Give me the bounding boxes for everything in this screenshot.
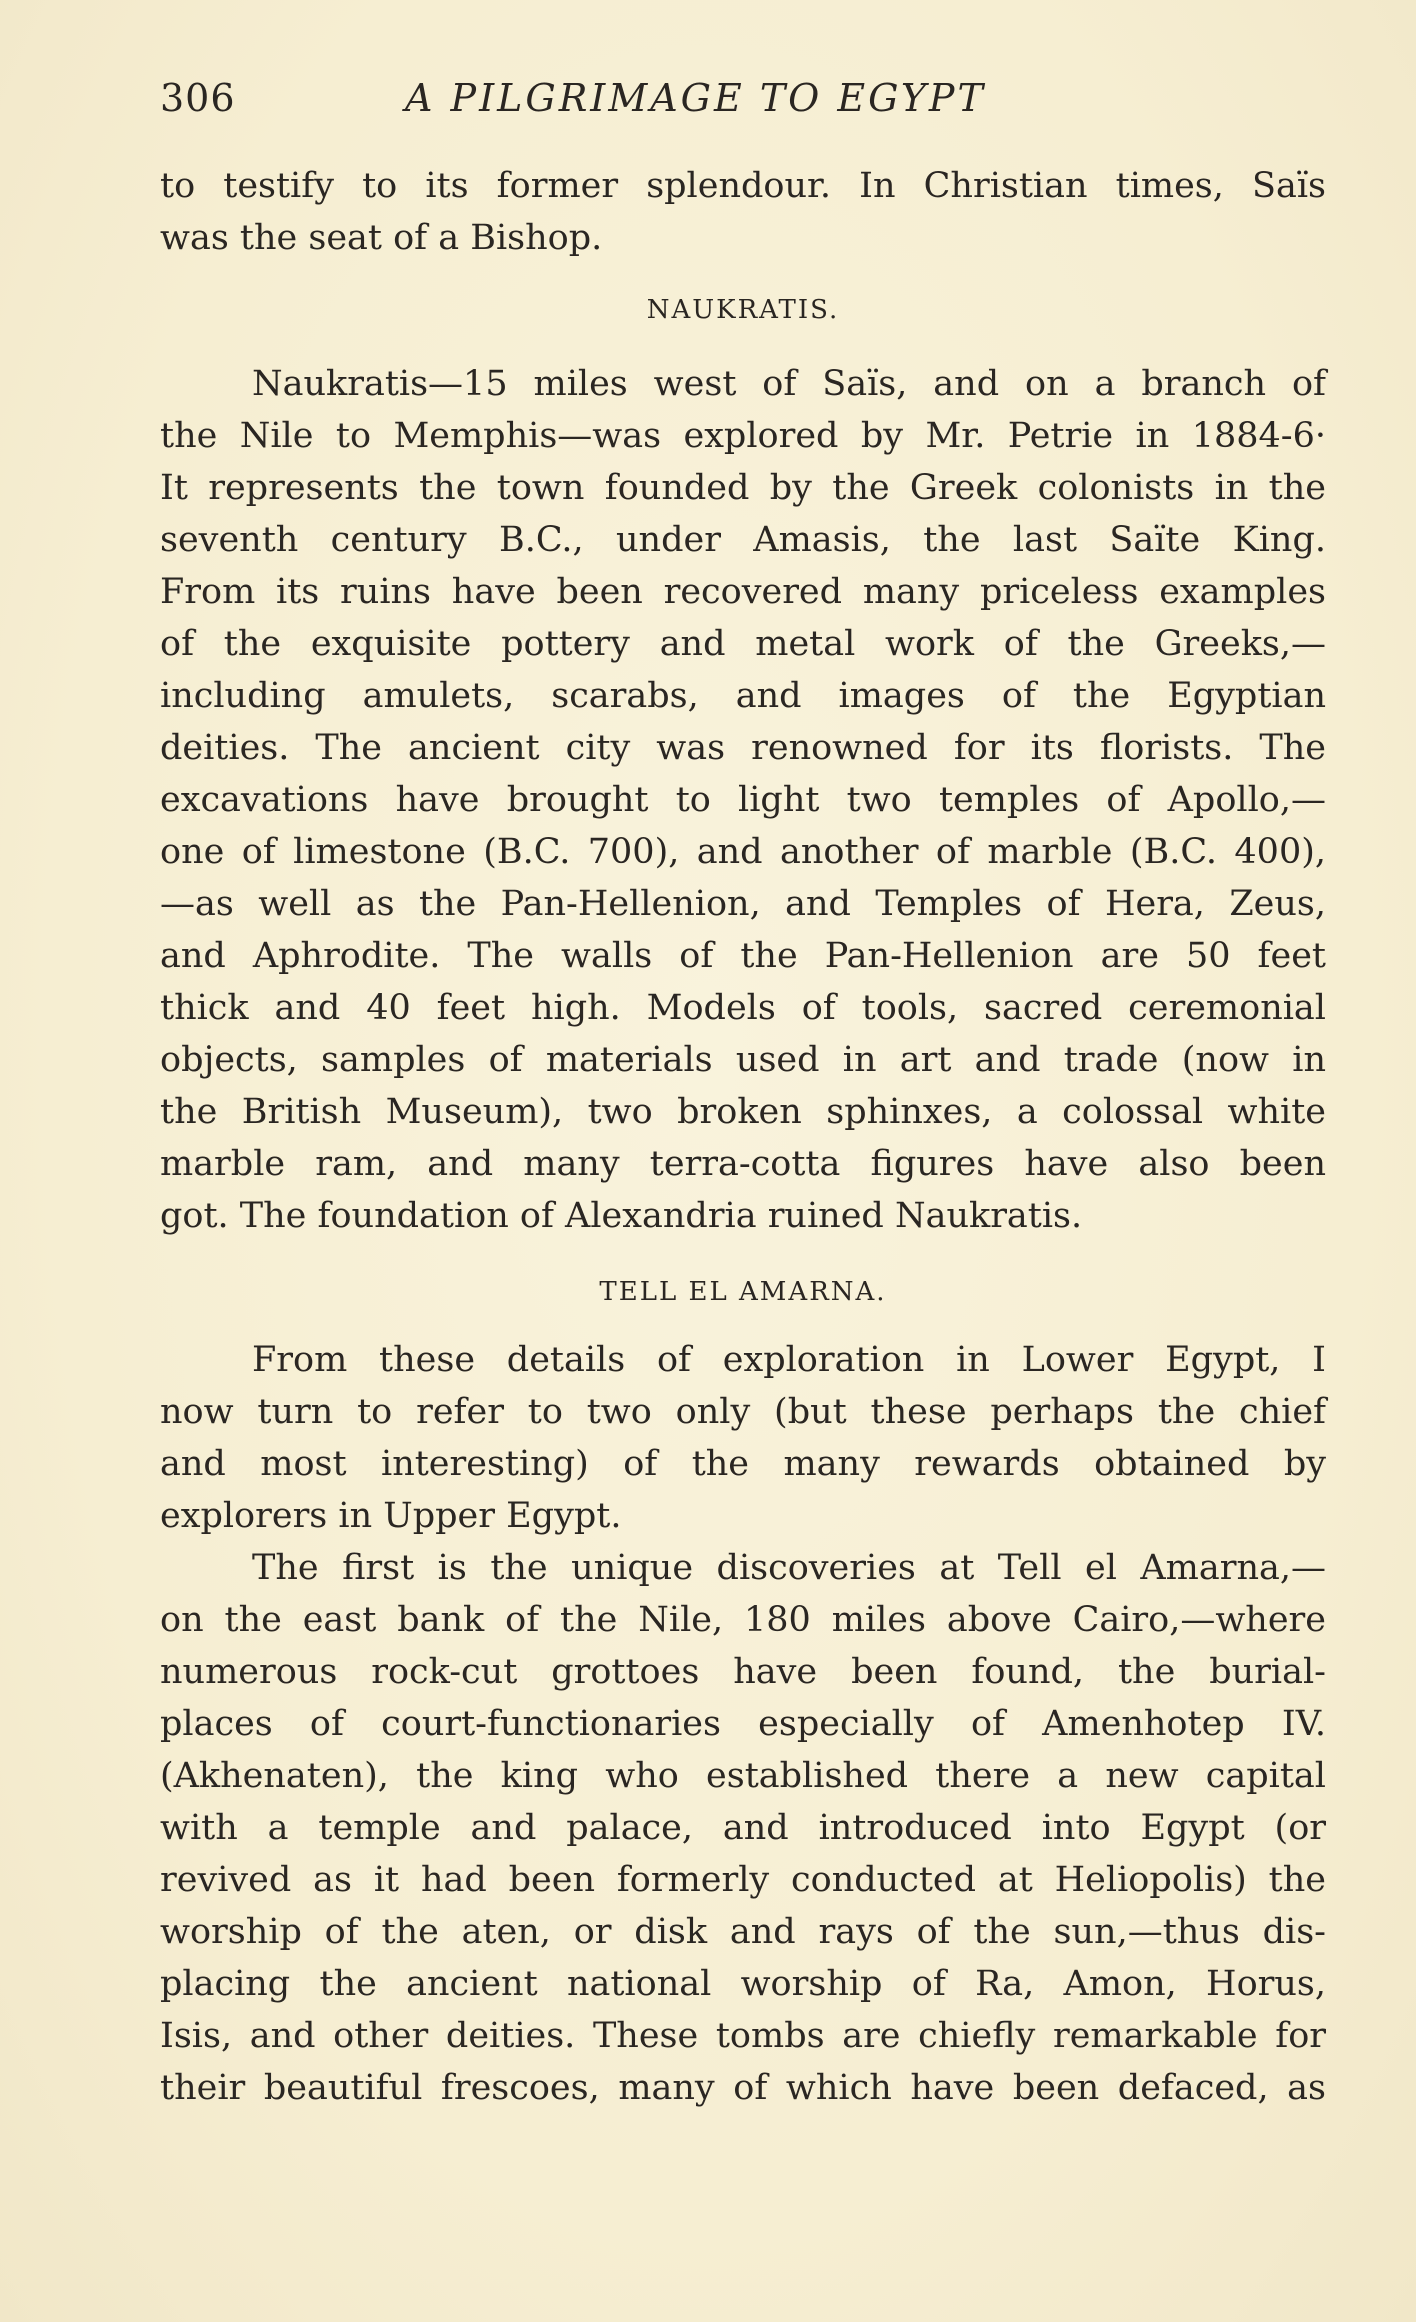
running-head: A PILGRIMAGE TO EGYPT — [405, 76, 986, 120]
text-line: It represents the town founded by the Greek colonists in the — [160, 468, 1326, 508]
page-body — [160, 160, 1326, 2114]
text-line: (Akhenaten), the king who established there a new capital — [160, 1756, 1326, 1796]
text-line: with a temple and palace, and introduced into Egypt (or — [160, 1808, 1326, 1848]
text-line: one of limestone (B.C. 700), and another of marble (B.C. 400), — [160, 832, 1326, 872]
text-line: the British Museum), two broken sphinxes, a colossal white — [160, 1092, 1326, 1132]
text-line: worship of the aten, or disk and rays of the sun,—thus dis- — [160, 1912, 1326, 1952]
text-line: on the east bank of the Nile, 180 miles above Cairo,—where — [160, 1600, 1326, 1640]
text-line: Isis, and other deities. These tombs are chiefly remarkable for — [160, 2016, 1326, 2056]
text-line: objects, samples of materials used in art and trade (now in — [160, 1040, 1326, 1080]
text-line: and Aphrodite. The walls of the Pan-Hellenion are 50 feet — [160, 936, 1326, 976]
text-line: their beautiful frescoes, many of which have been defaced, as — [160, 2068, 1326, 2108]
text-line: thick and 40 feet high. Models of tools, sacred ceremonial — [160, 988, 1326, 1028]
text-line: including amulets, scarabs, and images of the Egyptian — [160, 676, 1326, 716]
text-line: numerous rock-cut grottoes have been found, the burial- — [160, 1652, 1326, 1692]
page-number: 306 — [160, 76, 236, 120]
text-line: the Nile to Memphis—was explored by Mr. Petrie in 1884-6· — [160, 416, 1326, 456]
text-line: got. The foundation of Alexandria ruined Naukratis. — [160, 1196, 1083, 1236]
text-line: explorers in Upper Egypt. — [160, 1496, 622, 1536]
text-line: of the exquisite pottery and metal work of the Greeks,— — [160, 624, 1326, 664]
text-line: From its ruins have been recovered many priceless examples — [160, 572, 1326, 612]
text-line: to testify to its former splendour. In Christian times, Saïs — [160, 166, 1326, 206]
text-line: and most interesting) of the many rewards obtained by — [160, 1444, 1326, 1484]
text-line: The first is the unique discoveries at Tell el Amarna,— — [252, 1548, 1326, 1588]
text-line: now turn to refer to two only (but these perhaps the chief — [160, 1392, 1326, 1432]
section-heading-naukratis: NAUKRATIS. — [646, 295, 840, 325]
text-line: marble ram, and many terra-cotta figures have also been — [160, 1144, 1326, 1184]
text-line: was the seat of a Bishop. — [160, 218, 603, 258]
section-heading-tell-el-amarna: TELL EL AMARNA. — [599, 1277, 887, 1307]
text-line: deities. The ancient city was renowned for its florists. The — [160, 728, 1326, 768]
text-line: revived as it had been formerly conducted at Heliopolis) the — [160, 1860, 1326, 1900]
page-header — [160, 72, 1100, 132]
text-line: Naukratis—15 miles west of Saïs, and on a branch of — [252, 364, 1326, 404]
text-line: —as well as the Pan-Hellenion, and Temples of Hera, Zeus, — [160, 884, 1326, 924]
text-line: places of court-functionaries especially of Amenhotep IV. — [160, 1704, 1326, 1744]
text-line: placing the ancient national worship of Ra, Amon, Horus, — [160, 1964, 1326, 2004]
text-line: excavations have brought to light two temples of Apollo,— — [160, 780, 1326, 820]
text-line: seventh century B.C., under Amasis, the last Saïte King. — [160, 520, 1326, 560]
text-line: From these details of exploration in Lower Egypt, I — [252, 1340, 1326, 1380]
